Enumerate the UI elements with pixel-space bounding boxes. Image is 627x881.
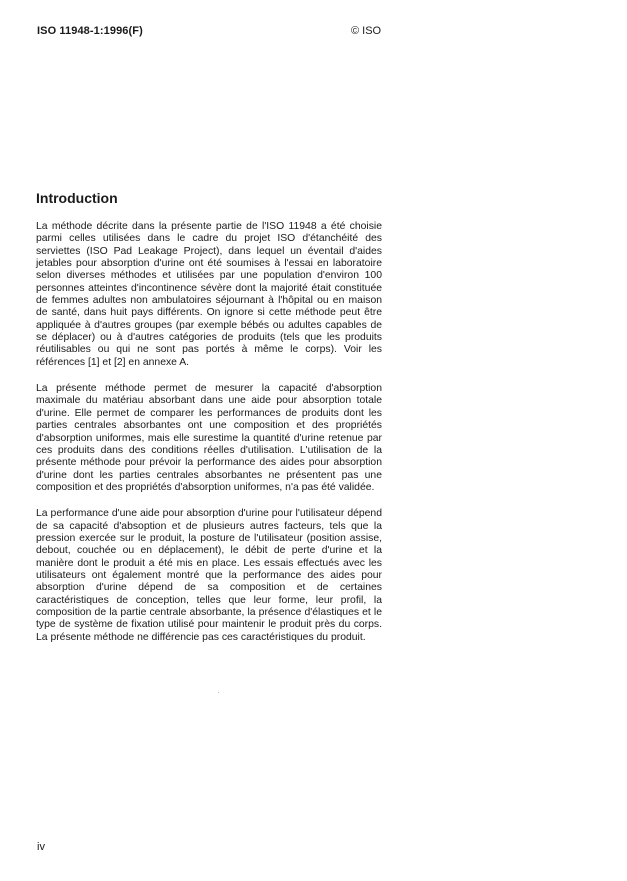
copyright-notice: © ISO <box>351 25 382 37</box>
section-title: Introduction <box>36 190 118 206</box>
standard-reference: ISO 11948-1:1996(F) <box>37 25 143 37</box>
scan-speck <box>218 692 219 693</box>
paragraph-2: La présente méthode permet de mesurer la capacité d'absorption maximale du matériau absorbant dans une aide pour absorption totale d'urine. Elle permet de comparer les performances de produits dont les parties centrales absorbantes ont une composition et des propriétés d'absorption uniformes, mais elle surestime la quantité d'urine retenue par ces produits dans des conditions réelles d'utilisation. L'utilisation de la présente méthode pour prévoir la performance des aides pour absorption d'urine dont les parties centrales absorbantes ne présentent pas une composition et des propriétés d'absorption uniformes, n'a pas été validée. <box>36 383 382 493</box>
paragraph-1: La méthode décrite dans la présente partie de l'ISO 11948 a été choisie parmi celles utilisées dans le cadre du projet ISO d'étanchéité des serviettes (ISO Pad Leakage Project), dans lequel un éventail d'aides jetables pour absorption d'urine ont été soumises à l'essai en laboratoire selon diverses méthodes et utilisées par une population d'environ 100 personnes atteintes d'incontinence sévère dont la majorité était constituée de femmes adultes non ambulatoires séjournant à l'hôpital ou en maison de santé, dans huit pays différents. On ignore si cette méthode peut être appliquée à d'autres groupes (par exemple bébés ou adultes capables de se déplacer) ou à d'autres catégories de produits (tels que les produits réutilisables ou qui ne sont pas portés à même le corps). Voir les références [1] et [2] en annexe A. <box>36 221 382 368</box>
introduction-body <box>36 221 382 658</box>
paragraph-3: La performance d'une aide pour absorption d'urine pour l'utilisateur dépend de sa capacité d'absoption et de plusieurs autres facteurs, tels que la pression exercée sur le produit, la posture de l'utilisateur (position assise, debout, couchée ou en déplacement), le débit de perte d'urine et la manière dont le produit a été mis en place. Les essais effectués avec les utilisateurs ont également montré que la performance des aides pour absorption d'urine dépend de sa composition et de certaines caractéristiques de conception, telles que leur forme, leur profil, la composition de la partie centrale absorbante, la présence d'élastiques et le type de système de fixation utilisé pour maintenir le produit près du corps. La présente méthode ne différencie pas ces caractéristiques du produit. <box>36 508 382 643</box>
page-number: iv <box>37 841 45 853</box>
